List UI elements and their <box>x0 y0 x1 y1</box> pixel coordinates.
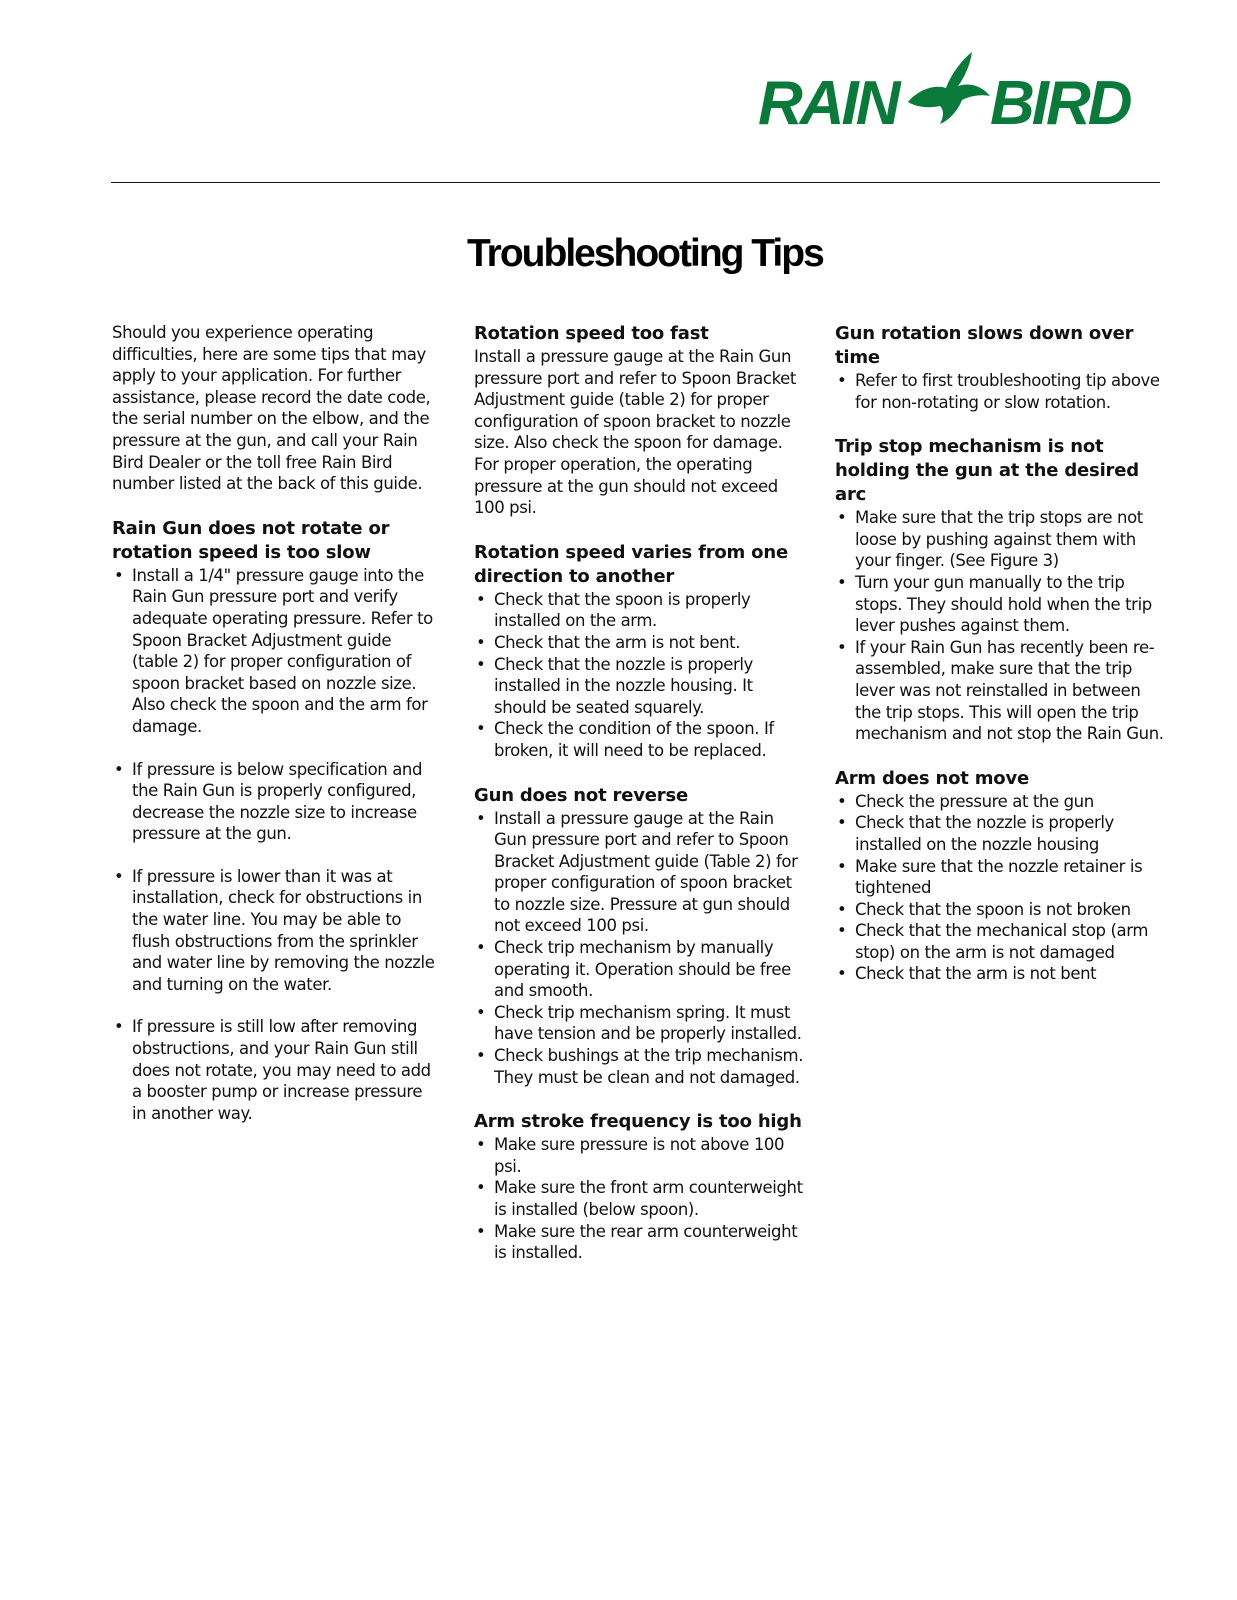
list-item: • Make sure pressure is not above 100 psi. <box>474 1134 804 1177</box>
list-item: • Turn your gun manually to the trip stops. They should hold when the trip lever pushes against them. <box>835 572 1165 637</box>
section-heading-too-fast: Rotation speed too fast <box>474 323 709 344</box>
column-middle <box>474 322 804 1264</box>
list-item: • Check the condition of the spoon. If broken, it will need to be replaced. <box>474 718 804 761</box>
list-item: • Check trip mechanism spring. It must have tension and be properly installed. <box>474 1002 804 1045</box>
logo-wordmark-left: RAIN <box>758 69 898 138</box>
list-item: • If pressure is lower than it was at installation, check for obstructions in the water line. You may be able to flush obstructions from the sprinkler and water line by removing the nozzle and turning on the water. <box>112 866 438 996</box>
section-heading-slows: Gun rotation slows down over time <box>835 323 1134 368</box>
list-item: • Check that the spoon is not broken <box>835 899 1165 921</box>
rain-bird-logo <box>758 50 1158 140</box>
list-item: • Check that the spoon is properly installed on the arm. <box>474 589 804 632</box>
list-item: • Check bushings at the trip mechanism. They must be clean and not damaged. <box>474 1045 804 1088</box>
list-no-rotate <box>112 565 438 1125</box>
list-no-reverse <box>474 808 804 1089</box>
list-item: • Check that the arm is not bent. <box>474 632 804 654</box>
list-item: • Check that the nozzle is properly installed on the nozzle housing <box>835 812 1165 855</box>
list-item: • Check that the nozzle is properly installed in the nozzle housing. It should be seated squarely. <box>474 654 804 719</box>
list-item: • If pressure is still low after removing obstructions, and your Rain Gun still does not rotate, you may need to add a booster pump or increase pressure in another way. <box>112 1016 438 1124</box>
page-title: Troubleshooting Tips <box>467 232 823 275</box>
intro-paragraph: Should you experience operating difficulties, here are some tips that may apply to your application. For further assistance, please record the date code, the serial number on the elbow, and the pressure at the gun, and call your Rain Bird Dealer or the toll free Rain Bird number listed at the back of this guide. <box>112 323 431 494</box>
section-heading-arm-move: Arm does not move <box>835 767 1029 789</box>
list-item: • Make sure the front arm counterweight is installed (below spoon). <box>474 1177 804 1220</box>
list-arm-frequency <box>474 1134 804 1264</box>
list-item: • If pressure is below specification and the Rain Gun is properly configured, decrease the nozzle size to increase pressure at the gun. <box>112 759 438 845</box>
section-heading-no-reverse: Gun does not reverse <box>474 784 688 806</box>
bird-icon <box>908 52 990 124</box>
section-heading-trip-stop: Trip stop mechanism is not holding the gun at the desired arc <box>835 436 1139 506</box>
section-heading-no-rotate: Rain Gun does not rotate or rotation speed is too slow <box>112 517 390 563</box>
list-item: • Check trip mechanism by manually operating it. Operation should be free and smooth. <box>474 937 804 1002</box>
list-item: • Refer to first troubleshooting tip above for non-rotating or slow rotation. <box>835 370 1165 413</box>
too-fast-paragraph: Install a pressure gauge at the Rain Gun pressure port and refer to Spoon Bracket Adjustment guide (table 2) for proper configuration of spoon bracket to nozzle size. Also check the spoon for damage. For proper operation, the operating pressure at the gun should not exceed 100 psi. <box>474 347 796 518</box>
list-arm-move <box>835 791 1165 985</box>
list-item: • If your Rain Gun has recently been re-assembled, make sure that the trip lever was not reinstalled in between the trip stops. This will open the trip mechanism and not stop the Rain Gun. <box>835 637 1165 745</box>
column-left <box>112 322 438 1124</box>
list-item: • Install a pressure gauge at the Rain Gun pressure port and refer to Spoon Bracket Adjustment guide (Table 2) for proper configuration of spoon bracket to nozzle size. Pressure at gun should not exceed 100 psi. <box>474 808 804 938</box>
list-trip-stop <box>835 507 1165 745</box>
list-item: • Check the pressure at the gun <box>835 791 1165 813</box>
list-item: • Install a 1/4" pressure gauge into the Rain Gun pressure port and verify adequate operating pressure. Refer to Spoon Bracket Adjustment guide (table 2) for proper configuration of spoon bracket based on nozzle size. Also check the spoon and the arm for damage. <box>112 565 438 738</box>
column-right <box>835 322 1165 985</box>
list-item: • Make sure the rear arm counterweight is installed. <box>474 1221 804 1264</box>
list-item: • Make sure that the nozzle retainer is tightened <box>835 856 1165 899</box>
header-divider <box>111 182 1160 183</box>
section-heading-varies: Rotation speed varies from one direction to another <box>474 541 788 587</box>
list-varies <box>474 589 804 762</box>
list-slows <box>835 370 1165 413</box>
list-item: • Check that the arm is not bent <box>835 963 1165 985</box>
section-heading-arm-frequency: Arm stroke frequency is too high <box>474 1111 802 1133</box>
list-item: • Make sure that the trip stops are not loose by pushing against them with your finger. (See Figure 3) <box>835 507 1165 572</box>
list-item: • Check that the mechanical stop (arm stop) on the arm is not damaged <box>835 920 1165 963</box>
logo-wordmark-right: BIRD <box>990 69 1130 138</box>
